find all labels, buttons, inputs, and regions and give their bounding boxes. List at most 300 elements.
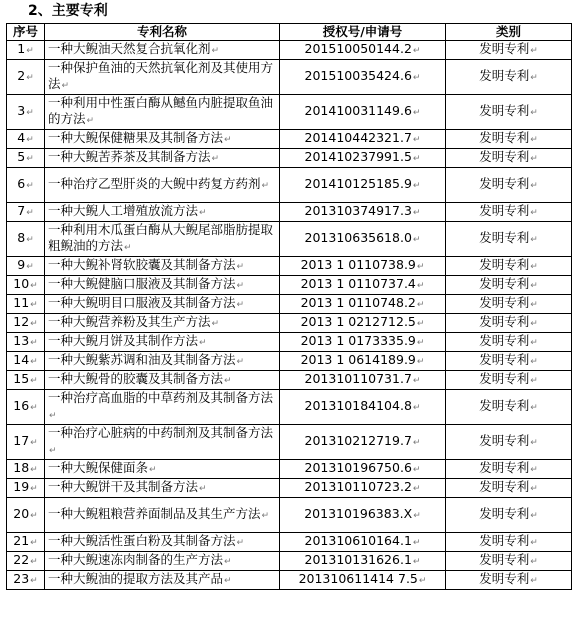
cell-patent-name-text: 一种大鲵速冻肉制备的生产方法 bbox=[48, 552, 224, 567]
table-row bbox=[7, 41, 572, 60]
cell-patent-number-text: 2013 1 0173335.9 bbox=[300, 333, 416, 348]
table-row bbox=[7, 60, 572, 95]
paragraph-mark-icon bbox=[417, 338, 425, 348]
paragraph-mark-icon bbox=[413, 403, 421, 413]
cell-patent-number bbox=[280, 552, 446, 571]
cell-index bbox=[7, 60, 45, 95]
cell-patent-name bbox=[45, 371, 280, 390]
cell-patent-type bbox=[446, 257, 572, 276]
cell-patent-type-text: 发明专利 bbox=[479, 41, 530, 56]
paragraph-mark-icon bbox=[149, 465, 157, 475]
cell-patent-type-text: 发明专利 bbox=[479, 103, 530, 118]
paragraph-mark-icon bbox=[413, 465, 421, 475]
cell-patent-number-text: 201310374917.3 bbox=[304, 203, 412, 218]
cell-index-text: 12 bbox=[13, 314, 30, 329]
cell-index-text: 16 bbox=[13, 398, 30, 413]
cell-index bbox=[7, 41, 45, 60]
table-row bbox=[7, 257, 572, 276]
cell-patent-name-text: 一种大鲵紫苏调和油及其制备方法 bbox=[48, 352, 236, 367]
table-row bbox=[7, 498, 572, 533]
cell-patent-type-text: 发明专利 bbox=[479, 203, 530, 218]
paragraph-mark-icon bbox=[30, 557, 38, 567]
cell-index bbox=[7, 314, 45, 333]
cell-patent-name bbox=[45, 314, 280, 333]
cell-patent-number-text: 2013 1 0614189.9 bbox=[300, 352, 416, 367]
paragraph-mark-icon bbox=[530, 300, 538, 310]
cell-index-text: 15 bbox=[13, 371, 30, 386]
cell-index-text: 7 bbox=[17, 203, 26, 218]
paragraph-mark-icon bbox=[417, 319, 425, 329]
cell-patent-type-text: 发明专利 bbox=[479, 314, 530, 329]
paragraph-mark-icon bbox=[530, 46, 538, 56]
cell-patent-name bbox=[45, 333, 280, 352]
cell-patent-type bbox=[446, 295, 572, 314]
paragraph-mark-icon bbox=[413, 181, 421, 191]
cell-index bbox=[7, 390, 45, 425]
cell-patent-number bbox=[280, 41, 446, 60]
cell-index bbox=[7, 276, 45, 295]
cell-patent-name-text: 一种大鲵人工增殖放流方法 bbox=[48, 203, 199, 218]
cell-patent-name bbox=[45, 390, 280, 425]
paragraph-mark-icon bbox=[30, 484, 38, 494]
cell-patent-name bbox=[45, 533, 280, 552]
paragraph-mark-icon bbox=[530, 73, 538, 83]
paragraph-mark-icon bbox=[530, 376, 538, 386]
cell-patent-number-text: 201410031149.6 bbox=[304, 103, 412, 118]
paragraph-mark-icon bbox=[530, 281, 538, 291]
paragraph-mark-icon bbox=[237, 281, 245, 291]
paragraph-mark-icon bbox=[417, 281, 425, 291]
paragraph-mark-icon bbox=[26, 46, 34, 56]
cell-index-text: 13 bbox=[13, 333, 30, 348]
paragraph-mark-icon bbox=[530, 135, 538, 145]
paragraph-mark-icon bbox=[530, 403, 538, 413]
cell-patent-type-text: 发明专利 bbox=[479, 295, 530, 310]
cell-patent-number-text: 201510035424.6 bbox=[304, 68, 412, 83]
cell-index bbox=[7, 333, 45, 352]
cell-patent-name-text: 一种治疗心脏病的中药制剂及其制备方法 bbox=[48, 425, 274, 440]
cell-patent-number-text: 2013 1 0110748.2 bbox=[300, 295, 416, 310]
cell-patent-type bbox=[446, 130, 572, 149]
paragraph-mark-icon bbox=[30, 376, 38, 386]
cell-patent-number-text: 201410442321.7 bbox=[304, 130, 412, 145]
cell-patent-type-text: 发明专利 bbox=[479, 533, 530, 548]
cell-patent-number bbox=[280, 371, 446, 390]
paragraph-mark-icon bbox=[413, 484, 421, 494]
cell-patent-number-text: 201310196750.6 bbox=[304, 460, 412, 475]
table-row bbox=[7, 149, 572, 168]
cell-index-text: 23 bbox=[13, 571, 30, 586]
paragraph-mark-icon bbox=[530, 108, 538, 118]
cell-patent-number-text: 201310110731.7 bbox=[304, 371, 412, 386]
cell-patent-name bbox=[45, 222, 280, 257]
cell-patent-number bbox=[280, 295, 446, 314]
cell-index bbox=[7, 371, 45, 390]
cell-patent-type bbox=[446, 552, 572, 571]
cell-patent-name-text: 一种大鲵苦荞茶及其制备方法 bbox=[48, 149, 211, 164]
paragraph-mark-icon bbox=[530, 357, 538, 367]
cell-index bbox=[7, 222, 45, 257]
cell-patent-name-text: 一种大鲵饼干及其制备方法 bbox=[48, 479, 199, 494]
cell-patent-number bbox=[280, 222, 446, 257]
table-row bbox=[7, 276, 572, 295]
cell-patent-type bbox=[446, 390, 572, 425]
paragraph-mark-icon bbox=[30, 465, 38, 475]
paragraph-mark-icon bbox=[87, 116, 95, 126]
cell-index bbox=[7, 168, 45, 203]
paragraph-mark-icon bbox=[413, 135, 421, 145]
cell-index-text: 14 bbox=[13, 352, 30, 367]
paragraph-mark-icon bbox=[49, 446, 57, 456]
paragraph-mark-icon bbox=[417, 262, 425, 272]
cell-patent-type-text: 发明专利 bbox=[479, 398, 530, 413]
cell-patent-type-text: 发明专利 bbox=[479, 552, 530, 567]
cell-patent-number bbox=[280, 130, 446, 149]
paragraph-mark-icon bbox=[413, 557, 421, 567]
cell-index-text: 3 bbox=[17, 103, 26, 118]
cell-patent-name-text: 一种大鲵明目口服液及其制备方法 bbox=[48, 295, 236, 310]
cell-patent-name bbox=[45, 203, 280, 222]
cell-patent-type bbox=[446, 314, 572, 333]
cell-patent-type bbox=[446, 533, 572, 552]
paragraph-mark-icon bbox=[419, 576, 427, 586]
cell-index bbox=[7, 95, 45, 130]
paragraph-mark-icon bbox=[26, 108, 34, 118]
paragraph-mark-icon bbox=[262, 181, 270, 191]
paragraph-mark-icon bbox=[30, 300, 38, 310]
cell-patent-number-text: 201310184104.8 bbox=[304, 398, 412, 413]
cell-patent-name bbox=[45, 479, 280, 498]
cell-index-text: 6 bbox=[17, 176, 26, 191]
cell-index bbox=[7, 257, 45, 276]
cell-patent-type-text: 发明专利 bbox=[479, 276, 530, 291]
paragraph-mark-icon bbox=[224, 576, 232, 586]
cell-index-text: 2 bbox=[17, 68, 26, 83]
cell-index-text: 1 bbox=[17, 41, 26, 56]
paragraph-mark-icon bbox=[237, 538, 245, 548]
paragraph-mark-icon bbox=[530, 484, 538, 494]
cell-patent-number-text: 201410237991.5 bbox=[304, 149, 412, 164]
cell-patent-type-text: 发明专利 bbox=[479, 149, 530, 164]
cell-index-text: 22 bbox=[13, 552, 30, 567]
paragraph-mark-icon bbox=[530, 465, 538, 475]
cell-patent-type-text: 发明专利 bbox=[479, 479, 530, 494]
cell-patent-number bbox=[280, 479, 446, 498]
cell-patent-number-text: 201410125185.9 bbox=[304, 176, 412, 191]
cell-patent-type bbox=[446, 95, 572, 130]
cell-patent-type-text: 发明专利 bbox=[479, 506, 530, 521]
cell-index bbox=[7, 498, 45, 533]
paragraph-mark-icon bbox=[413, 208, 421, 218]
section-heading: 2、主要专利 bbox=[28, 3, 108, 19]
cell-index-text: 4 bbox=[17, 130, 26, 145]
cell-patent-type-text: 发明专利 bbox=[479, 230, 530, 245]
paragraph-mark-icon bbox=[413, 235, 421, 245]
paragraph-mark-icon bbox=[413, 73, 421, 83]
cell-patent-type-text: 发明专利 bbox=[479, 433, 530, 448]
cell-patent-type bbox=[446, 479, 572, 498]
paragraph-mark-icon bbox=[224, 376, 232, 386]
paragraph-mark-icon bbox=[530, 262, 538, 272]
cell-patent-name-text: 一种治疗乙型肝炎的大鲵中药复方药剂 bbox=[48, 176, 261, 191]
paragraph-mark-icon bbox=[413, 438, 421, 448]
paragraph-mark-icon bbox=[26, 208, 34, 218]
paragraph-mark-icon bbox=[413, 511, 421, 521]
table-row bbox=[7, 295, 572, 314]
paragraph-mark-icon bbox=[262, 511, 270, 521]
cell-patent-number-text: 201310131626.1 bbox=[304, 552, 412, 567]
cell-patent-number bbox=[280, 333, 446, 352]
cell-index-text: 10 bbox=[13, 276, 30, 291]
paragraph-mark-icon bbox=[26, 262, 34, 272]
cell-patent-number bbox=[280, 352, 446, 371]
paragraph-mark-icon bbox=[30, 538, 38, 548]
cell-patent-name bbox=[45, 460, 280, 479]
paragraph-mark-icon bbox=[237, 300, 245, 310]
cell-patent-type-text: 发明专利 bbox=[479, 68, 530, 83]
cell-patent-name bbox=[45, 60, 280, 95]
paragraph-mark-icon bbox=[199, 484, 207, 494]
cell-index bbox=[7, 149, 45, 168]
cell-patent-type-text: 发明专利 bbox=[479, 333, 530, 348]
cell-patent-type-text: 发明专利 bbox=[479, 176, 530, 191]
cell-patent-number bbox=[280, 314, 446, 333]
cell-patent-number-text: 201310212719.7 bbox=[304, 433, 412, 448]
cell-patent-number-text: 2013 1 0212712.5 bbox=[300, 314, 416, 329]
cell-patent-number bbox=[280, 168, 446, 203]
paragraph-mark-icon bbox=[530, 576, 538, 586]
paragraph-mark-icon bbox=[30, 511, 38, 521]
cell-patent-name bbox=[45, 425, 280, 460]
paragraph-mark-icon bbox=[224, 135, 232, 145]
cell-patent-type bbox=[446, 460, 572, 479]
cell-patent-name-text: 一种大鲵粗粮营养面制品及其生产方法 bbox=[48, 506, 261, 521]
cell-index bbox=[7, 533, 45, 552]
cell-index bbox=[7, 203, 45, 222]
cell-patent-number bbox=[280, 276, 446, 295]
cell-patent-name bbox=[45, 41, 280, 60]
paragraph-mark-icon bbox=[49, 411, 57, 421]
cell-patent-type-text: 发明专利 bbox=[479, 460, 530, 475]
paragraph-mark-icon bbox=[30, 319, 38, 329]
paragraph-mark-icon bbox=[413, 154, 421, 164]
header-type: 类别 bbox=[446, 24, 572, 41]
paragraph-mark-icon bbox=[30, 403, 38, 413]
cell-patent-number bbox=[280, 425, 446, 460]
paragraph-mark-icon bbox=[413, 538, 421, 548]
table-body bbox=[7, 41, 572, 590]
cell-patent-type-text: 发明专利 bbox=[479, 371, 530, 386]
cell-patent-type bbox=[446, 41, 572, 60]
cell-patent-name bbox=[45, 498, 280, 533]
cell-patent-name-text: 一种大鲵活性蛋白粉及其制备方法 bbox=[48, 533, 236, 548]
table-header-row bbox=[7, 24, 572, 41]
cell-patent-name bbox=[45, 295, 280, 314]
cell-patent-name bbox=[45, 130, 280, 149]
cell-index-text: 18 bbox=[13, 460, 30, 475]
table-row bbox=[7, 333, 572, 352]
cell-index bbox=[7, 352, 45, 371]
cell-patent-name-text: 一种大鲵油天然复合抗氧化剂 bbox=[48, 41, 211, 56]
cell-patent-name-text: 一种利用中性蛋白酶从鳡鱼内脏提取鱼油的方法 bbox=[48, 95, 274, 126]
cell-patent-type bbox=[446, 149, 572, 168]
cell-patent-name-text: 一种大鲵健脑口服液及其制备方法 bbox=[48, 276, 236, 291]
cell-patent-type-text: 发明专利 bbox=[479, 352, 530, 367]
cell-patent-number bbox=[280, 203, 446, 222]
cell-patent-type bbox=[446, 333, 572, 352]
cell-patent-type bbox=[446, 571, 572, 590]
table-row bbox=[7, 352, 572, 371]
cell-index-text: 19 bbox=[13, 479, 30, 494]
table-row bbox=[7, 552, 572, 571]
table-row bbox=[7, 203, 572, 222]
cell-index bbox=[7, 460, 45, 479]
paragraph-mark-icon bbox=[417, 300, 425, 310]
table-row bbox=[7, 571, 572, 590]
paragraph-mark-icon bbox=[212, 319, 220, 329]
cell-index-text: 21 bbox=[13, 533, 30, 548]
cell-patent-number bbox=[280, 498, 446, 533]
cell-patent-number-text: 201310610164.1 bbox=[304, 533, 412, 548]
paragraph-mark-icon bbox=[124, 243, 132, 253]
paragraph-mark-icon bbox=[237, 357, 245, 367]
cell-patent-name-text: 一种大鲵保健糖果及其制备方法 bbox=[48, 130, 224, 145]
cell-patent-type-text: 发明专利 bbox=[479, 130, 530, 145]
cell-patent-type bbox=[446, 203, 572, 222]
paragraph-mark-icon bbox=[199, 208, 207, 218]
cell-index-text: 9 bbox=[17, 257, 26, 272]
cell-index bbox=[7, 479, 45, 498]
header-number: 授权号/申请号 bbox=[280, 24, 446, 41]
cell-patent-type bbox=[446, 168, 572, 203]
paragraph-mark-icon bbox=[530, 208, 538, 218]
cell-index-text: 8 bbox=[17, 230, 26, 245]
table-row bbox=[7, 222, 572, 257]
paragraph-mark-icon bbox=[530, 154, 538, 164]
cell-index bbox=[7, 130, 45, 149]
paragraph-mark-icon bbox=[30, 338, 38, 348]
paragraph-mark-icon bbox=[417, 357, 425, 367]
cell-patent-name bbox=[45, 352, 280, 371]
paragraph-mark-icon bbox=[26, 154, 34, 164]
cell-patent-type-text: 发明专利 bbox=[479, 571, 530, 586]
cell-patent-type-text: 发明专利 bbox=[479, 257, 530, 272]
paragraph-mark-icon bbox=[30, 438, 38, 448]
cell-patent-type bbox=[446, 371, 572, 390]
table-row bbox=[7, 390, 572, 425]
cell-patent-type bbox=[446, 276, 572, 295]
patent-table bbox=[6, 23, 572, 590]
cell-patent-number-text: 201310110723.2 bbox=[304, 479, 412, 494]
cell-patent-number bbox=[280, 95, 446, 130]
cell-patent-number bbox=[280, 149, 446, 168]
table-row bbox=[7, 95, 572, 130]
paragraph-mark-icon bbox=[26, 181, 34, 191]
paragraph-mark-icon bbox=[26, 135, 34, 145]
cell-patent-number bbox=[280, 460, 446, 479]
cell-patent-name-text: 一种大鲵营养粉及其生产方法 bbox=[48, 314, 211, 329]
cell-patent-number-text: 2013 1 0110737.4 bbox=[300, 276, 416, 291]
cell-patent-name-text: 一种大鲵油的提取方法及其产品 bbox=[48, 571, 224, 586]
table-row bbox=[7, 460, 572, 479]
header-name: 专利名称 bbox=[45, 24, 280, 41]
cell-index bbox=[7, 295, 45, 314]
cell-patent-name bbox=[45, 168, 280, 203]
table-row bbox=[7, 533, 572, 552]
paragraph-mark-icon bbox=[530, 338, 538, 348]
paragraph-mark-icon bbox=[530, 235, 538, 245]
cell-patent-type bbox=[446, 498, 572, 533]
cell-index bbox=[7, 552, 45, 571]
cell-patent-name-text: 一种大鲵骨的胶囊及其制备方法 bbox=[48, 371, 224, 386]
cell-patent-name-text: 一种大鲵月饼及其制作方法 bbox=[48, 333, 199, 348]
cell-patent-number-text: 201310196383.X bbox=[304, 506, 413, 521]
cell-patent-type bbox=[446, 222, 572, 257]
paragraph-mark-icon bbox=[30, 281, 38, 291]
cell-patent-number-text: 201310635618.0 bbox=[304, 230, 412, 245]
paragraph-mark-icon bbox=[413, 376, 421, 386]
cell-patent-name bbox=[45, 571, 280, 590]
paragraph-mark-icon bbox=[530, 181, 538, 191]
paragraph-mark-icon bbox=[237, 262, 245, 272]
paragraph-mark-icon bbox=[26, 235, 34, 245]
paragraph-mark-icon bbox=[530, 538, 538, 548]
cell-index-text: 17 bbox=[13, 433, 30, 448]
table-row bbox=[7, 479, 572, 498]
paragraph-mark-icon bbox=[30, 357, 38, 367]
paragraph-mark-icon bbox=[26, 73, 34, 83]
paragraph-mark-icon bbox=[30, 576, 38, 586]
header-index: 序号 bbox=[7, 24, 45, 41]
paragraph-mark-icon bbox=[62, 81, 70, 91]
paragraph-mark-icon bbox=[530, 319, 538, 329]
cell-patent-number bbox=[280, 533, 446, 552]
cell-patent-name bbox=[45, 276, 280, 295]
cell-patent-name-text: 一种大鲵补肾软胶囊及其制备方法 bbox=[48, 257, 236, 272]
cell-patent-name bbox=[45, 257, 280, 276]
paragraph-mark-icon bbox=[413, 108, 421, 118]
cell-patent-number-text: 201310611414 7.5 bbox=[298, 571, 418, 586]
cell-index bbox=[7, 425, 45, 460]
paragraph-mark-icon bbox=[212, 154, 220, 164]
cell-index-text: 20 bbox=[13, 506, 30, 521]
paragraph-mark-icon bbox=[224, 557, 232, 567]
cell-patent-type bbox=[446, 352, 572, 371]
cell-index-text: 11 bbox=[13, 295, 30, 310]
table-row bbox=[7, 371, 572, 390]
cell-patent-number-text: 2013 1 0110738.9 bbox=[300, 257, 416, 272]
cell-patent-name-text: 一种大鲵保健面条 bbox=[48, 460, 149, 475]
cell-patent-type bbox=[446, 60, 572, 95]
paragraph-mark-icon bbox=[530, 438, 538, 448]
paragraph-mark-icon bbox=[212, 46, 220, 56]
paragraph-mark-icon bbox=[530, 511, 538, 521]
cell-patent-name-text: 一种治疗高血脂的中草药剂及其制备方法 bbox=[48, 390, 274, 405]
paragraph-mark-icon bbox=[413, 46, 421, 56]
cell-patent-number bbox=[280, 390, 446, 425]
cell-patent-name-text: 一种利用木瓜蛋白酶从大鲵尾部脂肪提取粗鲵油的方法 bbox=[48, 222, 274, 253]
cell-index bbox=[7, 571, 45, 590]
cell-patent-number bbox=[280, 571, 446, 590]
table-row bbox=[7, 130, 572, 149]
cell-patent-name-text: 一种保护鱼油的天然抗氧化剂及其使用方法 bbox=[48, 60, 274, 91]
cell-patent-name bbox=[45, 149, 280, 168]
cell-patent-type bbox=[446, 425, 572, 460]
cell-patent-number bbox=[280, 60, 446, 95]
cell-patent-number bbox=[280, 257, 446, 276]
cell-patent-number-text: 201510050144.2 bbox=[304, 41, 412, 56]
table-row bbox=[7, 168, 572, 203]
